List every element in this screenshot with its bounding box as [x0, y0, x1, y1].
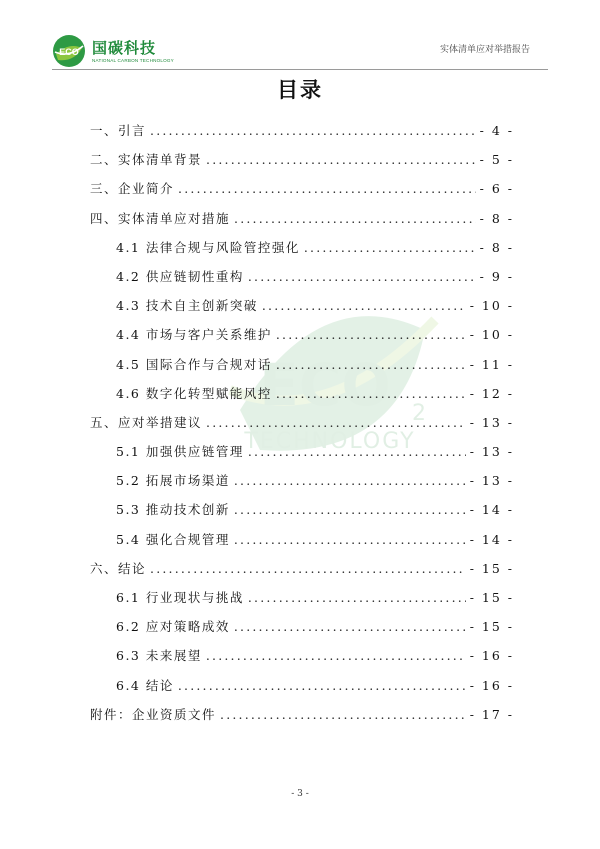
toc-entry[interactable] — [90, 121, 514, 150]
watermark-eco-text: ECO — [259, 351, 391, 419]
toc-dot-leader — [304, 240, 476, 255]
toc-dot-leader — [276, 327, 466, 342]
toc-entry-page: - 10 - — [469, 298, 514, 314]
toc-entry[interactable] — [90, 238, 514, 267]
toc-entry-label: 4.3 技术自主创新突破 — [116, 298, 258, 314]
company-name: 国碳科技 — [92, 38, 157, 57]
toc-entry-page: - 14 - — [469, 531, 514, 547]
watermark-technology-text: TECHNOLOGY — [244, 429, 416, 454]
toc-entry-label: 四、实体清单应对措施 — [90, 210, 231, 226]
toc-entry[interactable] — [90, 530, 514, 559]
toc-entry[interactable] — [90, 676, 514, 705]
toc-dot-leader — [220, 707, 466, 722]
toc-entry-label: 6.1 行业现状与挑战 — [116, 590, 244, 605]
toc-entry-page: - 12 - — [469, 385, 514, 401]
toc-entry[interactable] — [90, 442, 514, 471]
toc-entry-label: 5.4 强化合规管理 — [116, 531, 230, 547]
toc-entry-page: - 14 - — [469, 502, 514, 518]
eco-leaf-logo-icon — [52, 34, 86, 68]
toc-entry[interactable] — [90, 209, 514, 238]
toc-entry[interactable] — [90, 179, 514, 208]
toc-dot-leader — [234, 502, 466, 517]
toc-entry-page: - 17 - — [469, 706, 514, 722]
toc-entry-label: 一、引言 — [90, 123, 147, 138]
toc-entry[interactable] — [90, 384, 514, 413]
toc-entry-page: - 15 - — [469, 619, 514, 635]
table-of-contents — [90, 121, 514, 734]
toc-entry[interactable] — [90, 267, 514, 296]
toc-dot-leader — [150, 123, 476, 138]
toc-entry-page: - 13 - — [469, 444, 514, 460]
toc-entry-page: - 5 - — [479, 152, 514, 168]
toc-entry-page: - 15 - — [469, 560, 514, 576]
toc-entry-page: - 11 - — [469, 356, 514, 372]
page-header — [0, 0, 600, 75]
toc-entry-page: - 6 - — [479, 181, 514, 197]
toc-dot-leader — [248, 590, 466, 605]
toc-dot-leader — [234, 211, 476, 226]
toc-dot-leader — [276, 357, 466, 372]
toc-dot-leader — [206, 415, 466, 430]
toc-entry[interactable] — [90, 150, 514, 179]
toc-entry-page: - 13 - — [469, 473, 514, 489]
toc-entry[interactable] — [90, 413, 514, 442]
toc-dot-leader — [248, 269, 476, 284]
toc-entry-page: - 8 - — [479, 239, 514, 255]
toc-entry[interactable] — [90, 559, 514, 588]
toc-entry-label: 6.2 应对策略成效 — [116, 619, 230, 635]
document-title: 实体清单应对举措报告 — [439, 45, 530, 55]
toc-entry-label: 4.4 市场与客户关系维护 — [116, 327, 272, 343]
toc-entry[interactable] — [90, 471, 514, 500]
toc-entry-label: 二、实体清单背景 — [90, 152, 203, 168]
toc-dot-leader — [206, 648, 466, 663]
toc-entry-label: 附件：企业资质文件 — [90, 706, 217, 722]
toc-dot-leader — [262, 298, 466, 313]
toc-entry[interactable] — [90, 500, 514, 529]
page-number: - 3 - — [291, 789, 309, 799]
toc-dot-leader — [206, 152, 476, 167]
toc-entry-page: - 10 - — [469, 327, 514, 343]
toc-dot-leader — [234, 473, 466, 488]
toc-entry-label: 六、结论 — [90, 560, 147, 576]
toc-entry-page: - 4 - — [479, 123, 514, 138]
toc-dot-leader — [178, 678, 466, 693]
toc-dot-leader — [150, 561, 466, 576]
toc-entry[interactable] — [90, 705, 514, 734]
logo-badge-text: ECO — [59, 47, 79, 57]
toc-title: 目录 — [277, 78, 323, 102]
toc-entry-label: 4.6 数字化转型赋能风控 — [116, 385, 272, 401]
toc-entry-page: - 8 - — [479, 210, 514, 226]
toc-entry[interactable] — [90, 355, 514, 384]
toc-dot-leader — [234, 619, 466, 634]
toc-entry-page: - 13 - — [469, 414, 514, 430]
toc-entry-label: 4.1 法律合规与风险管控强化 — [116, 239, 300, 255]
toc-entry-label: 三、企业简介 — [90, 181, 175, 197]
toc-entry-label: 5.2 拓展市场渠道 — [116, 473, 230, 489]
toc-entry-page: - 9 - — [479, 268, 514, 284]
toc-entry-label: 5.3 推动技术创新 — [116, 502, 230, 518]
toc-entry-label: 五、应对举措建议 — [90, 414, 203, 430]
toc-dot-leader — [248, 444, 466, 459]
toc-entry-label: 4.2 供应链韧性重构 — [116, 268, 244, 284]
toc-entry-page: - 16 - — [469, 677, 514, 693]
toc-entry[interactable] — [90, 588, 514, 617]
toc-dot-leader — [178, 181, 476, 196]
toc-entry[interactable] — [90, 296, 514, 325]
toc-entry-label: 4.5 国际合作与合规对话 — [116, 356, 272, 372]
toc-entry-label: 5.1 加强供应链管理 — [116, 444, 244, 460]
toc-dot-leader — [234, 532, 466, 547]
toc-entry[interactable] — [90, 325, 514, 354]
toc-entry-page: - 16 - — [469, 648, 514, 664]
toc-entry-label: 6.3 未来展望 — [116, 648, 202, 664]
header-divider — [52, 69, 548, 70]
company-english-name: NATIONAL CARBON TECHNOLOGY — [92, 57, 174, 63]
toc-entry[interactable] — [90, 617, 514, 646]
company-logo — [52, 34, 174, 68]
toc-entry[interactable] — [90, 646, 514, 675]
toc-entry-page: - 15 - — [469, 590, 514, 605]
toc-entry-label: 6.4 结论 — [116, 677, 174, 693]
toc-dot-leader — [276, 386, 466, 401]
watermark-subscript: 2 — [412, 401, 426, 426]
